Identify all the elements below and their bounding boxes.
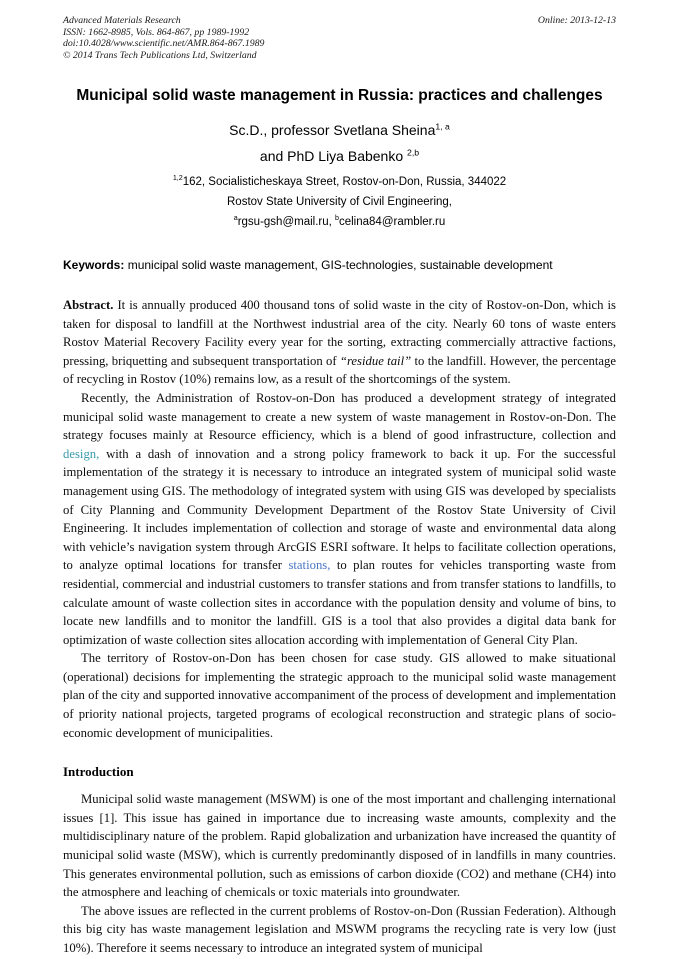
abstract-p2-highlight-stations: stations, bbox=[288, 558, 331, 573]
introduction-paragraph-1: Municipal solid waste management (MSWM) is one of the most important and challenging international issues [1]. This issue has gained in importance due to increasing waste amounts, complexity and the multidisciplinary nature of the problem. Rapid globalization and urbanization have increased the quantity of municipal solid waste (MSW), which is currently predominantly disposed of in landfills in many countries. This generates environmental pollution, such as emissions of carbon dioxide (CO2) and methane (CH4) into the atmosphere and leaching of chemicals or toxic materials into groundwater. bbox=[63, 792, 616, 900]
introduction-heading: Introduction bbox=[63, 764, 134, 780]
journal-copyright-line: © 2014 Trans Tech Publications Ltd, Switzerland bbox=[63, 49, 257, 61]
author-line-1 bbox=[63, 122, 616, 138]
journal-name: Advanced Materials Research bbox=[63, 15, 181, 26]
introduction-paragraph-2: The above issues are reflected in the current problems of Rostov-on-Don (Russian Federation). Although this big city has waste management legislation and MSWM programs the recycling rate is very low (just 10%). Therefore it seems necessary to introduce an integrated system of municipal bbox=[63, 903, 616, 955]
affiliation-university: Rostov State University of Civil Engineering, bbox=[227, 196, 452, 208]
journal-header bbox=[63, 15, 616, 61]
abstract-p2-segment: Recently, the Administration of Rostov-on-Don has produced a development strategy of integrated municipal solid waste management to create a new system of waste management in Rostov-on-Don. The strategy focuses mainly at Resource efficiency, which is a blend of good infrastructure, collection and bbox=[63, 390, 616, 443]
abstract-p2-segment: with a dash of innovation and a strong policy framework to back it up. For the successful implementation of the strategy it is necessary to introduce an integrated system of municipal solid waste management using GIS. The methodology of integrated system with using GIS was developed by specialists of City Planning and Community Development Department of the Rostov State University of Civil Engineering. It includes implementation of collection and storage of waste and environmental data along with vehicle’s navigation system through ArcGIS ESRI software. It helps to facilitate collection operations, to analyze optimal locations for transfer bbox=[63, 446, 616, 573]
journal-issn-line: ISSN: 1662-8985, Vols. 864-867, pp 1989-1992 bbox=[63, 26, 250, 38]
author-1-superscript: 1, a bbox=[435, 121, 450, 132]
affiliation-address bbox=[63, 176, 616, 188]
keywords-line bbox=[63, 258, 616, 272]
author-2-superscript: 2,b bbox=[407, 147, 420, 158]
author-2-name: and PhD Liya Babenko bbox=[259, 148, 408, 164]
author-emails bbox=[63, 216, 616, 228]
paper-title: Municipal solid waste management in Russia: practices and challenges bbox=[76, 87, 603, 104]
keywords-label: Keywords: bbox=[63, 258, 125, 272]
author-line-2 bbox=[63, 148, 616, 164]
abstract-label: Abstract. bbox=[63, 298, 114, 312]
abstract-p1-text: It is annually produced 400 thousand tons of solid waste in the city of Rostov-on-Don, which is taken for disposal to landfill at the Northwest industrial area of the city. Nearly 60 tons of waste enters Rostov Material Recovery Facility every year for the sorting, extracting commercially attractive factions, pressing, briquetting and subsequent transportation of bbox=[63, 298, 616, 368]
email-superscript-a: a bbox=[233, 214, 238, 223]
abstract-p2-segment: to plan routes for vehicles transporting waste from residential, commercial and industrial customers to transfer stations and from transfer stations to landfills, to calculate amount of waste collection sites in accordance with the population density and volume of bins, to locate new landfills and to monitor the landfill. GIS is a tool that also provides a digital data bank for optimization of waste collection sites allocation according with implementation of General City Plan. bbox=[63, 558, 616, 647]
abstract-paragraph-2 bbox=[63, 389, 616, 649]
abstract-p1-quoted-phrase: “residue tail” bbox=[339, 353, 412, 368]
keywords-text: municipal solid waste management, GIS-technologies, sustainable development bbox=[124, 258, 553, 272]
journal-doi-line: doi:10.4028/www.scientific.net/AMR.864-867.1989 bbox=[63, 38, 265, 49]
email-address-b: celina84@rambler.ru bbox=[338, 216, 446, 228]
journal-info-block bbox=[63, 15, 264, 61]
email-address-a: rgsu-gsh@mail.ru, bbox=[237, 216, 336, 228]
affiliation-street: 162, Socialisticheskaya Street, Rostov-on-Don, Russia, 344022 bbox=[182, 176, 507, 188]
online-date: Online: 2013-12-13 bbox=[537, 15, 616, 26]
abstract-p1-text-after: to the landfill. However, the percentage of recycling in Rostov (10%) remains low, as a result of the shortcomings of the system. bbox=[63, 353, 616, 387]
author-block bbox=[63, 122, 616, 228]
abstract-p2-highlight-design: design, bbox=[63, 446, 100, 461]
email-superscript-b: b bbox=[335, 214, 339, 223]
affiliation-superscript: 1,2 bbox=[172, 174, 183, 183]
abstract-paragraph-3: The territory of Rostov-on-Don has been chosen for case study. GIS allowed to make situational (operational) decisions for implementing the strategic approach to the municipal solid waste management plan of the city and supported innovative accompaniment of the process of development and implementation of priority national projects, targeted programs of ecological reconstruction and strategic plans of socio-economic development of municipalities. bbox=[63, 651, 616, 740]
abstract-paragraph-1 bbox=[63, 296, 616, 389]
author-1-name: Sc.D., professor Svetlana Sheina bbox=[229, 122, 436, 138]
